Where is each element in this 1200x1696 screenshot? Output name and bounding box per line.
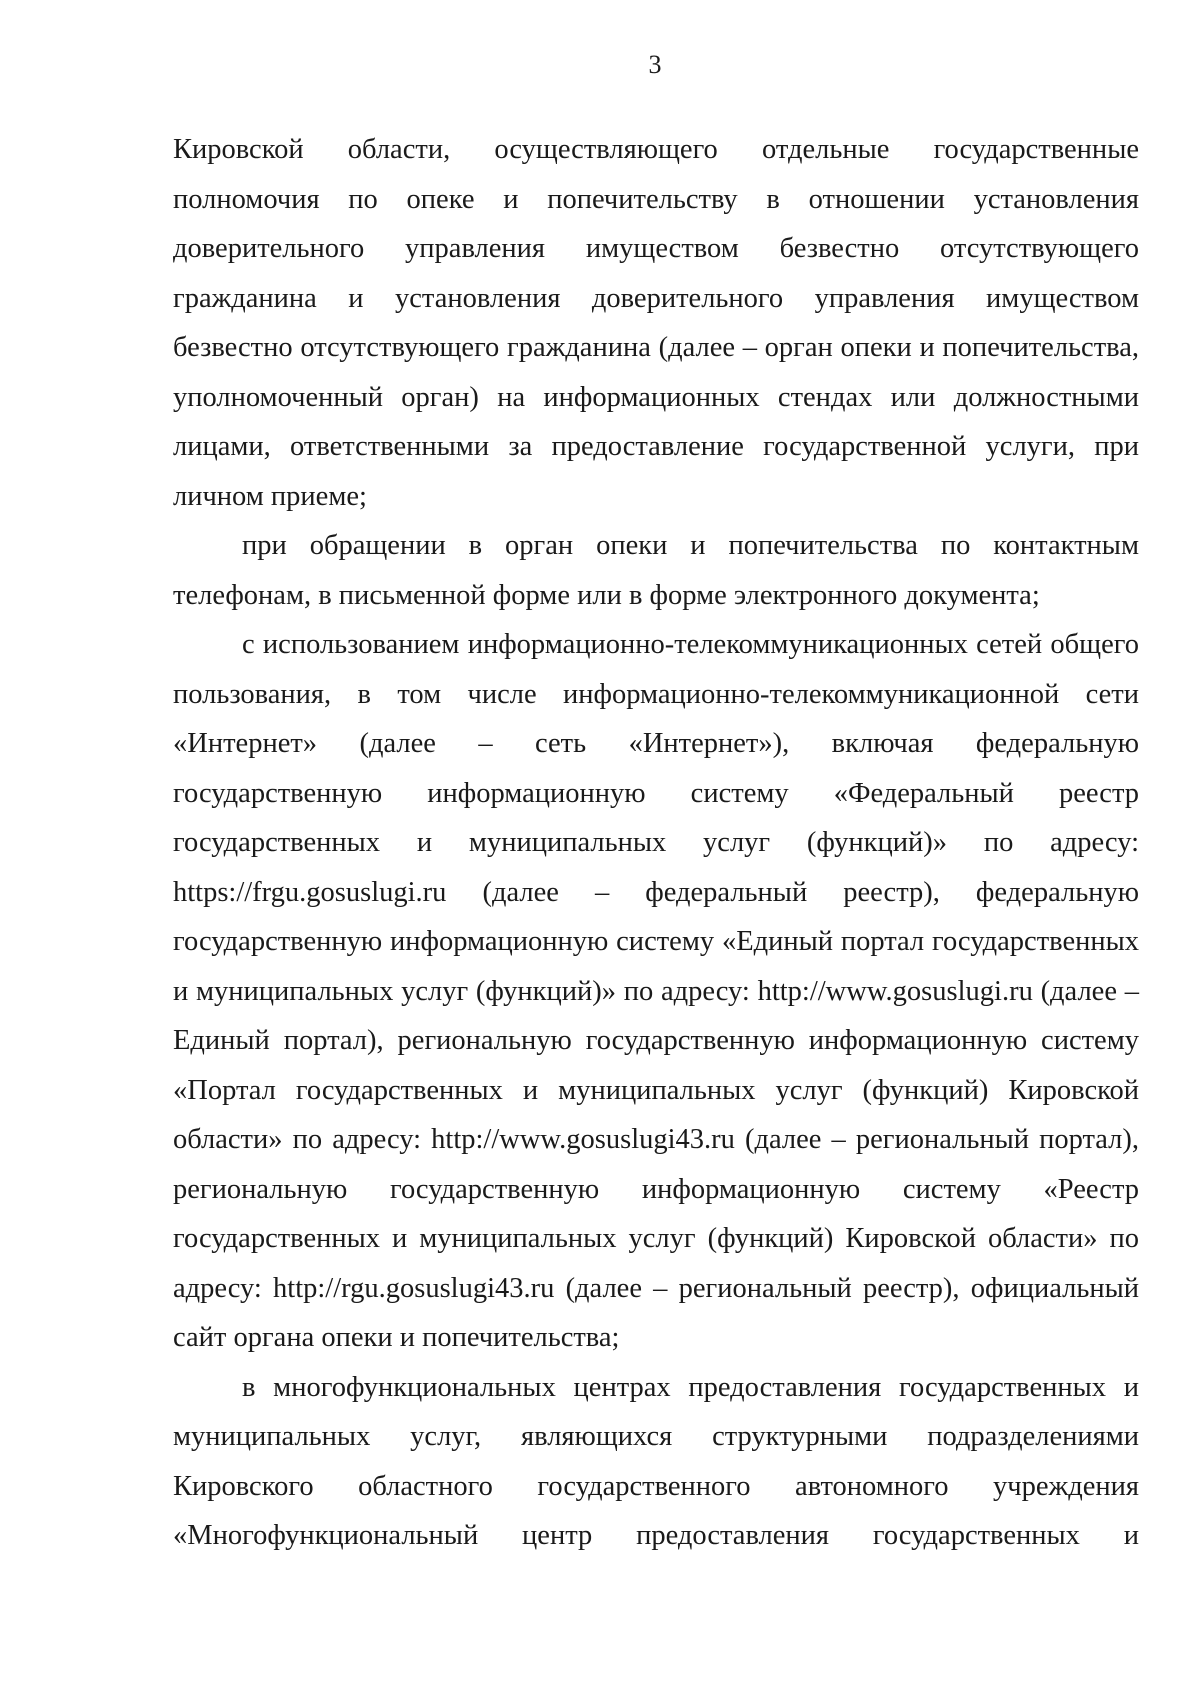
text-line: региональную государственную информационную систему «Реестр [173, 1173, 1139, 1205]
text-line: Единый портал), региональную государственную информационную систему [173, 1025, 1139, 1056]
text-line: государственную информационную систему «Единый портал государственных [173, 926, 1139, 957]
text-line: лицами, ответственными за предоставление государственной услуги, при [173, 431, 1139, 462]
text-line: безвестно отсутствующего гражданина (далее – орган опеки и попечительства, [173, 332, 1139, 363]
text-line: Кировской области, осуществляющего отдельные государственные [173, 134, 1139, 165]
text-line: при обращении в орган опеки и попечительства по контактным [242, 530, 1139, 561]
text-line: телефонам, в письменной форме или в форме электронного документа; [173, 579, 1040, 611]
text-line: адресу: http://rgu.gosuslugi43.ru (далее – региональный реестр), официальный [173, 1272, 1139, 1304]
text-line: и муниципальных услуг (функций)» по адресу: http://www.gosuslugi.ru (далее – [173, 975, 1139, 1007]
text-line: https://frgu.gosuslugi.ru (далее – федеральный реестр), федеральную [173, 876, 1139, 908]
text-line: области» по адресу: http://www.gosuslugi43.ru (далее – региональный портал), [173, 1124, 1139, 1155]
text-line: государственных и муниципальных услуг (функций) Кировской области» по [173, 1223, 1139, 1254]
page-number: 3 [648, 50, 662, 79]
text-line: Кировского областного государственного автономного учреждения [173, 1470, 1139, 1502]
text-line: полномочия по опеке и попечительству в отношении установления [173, 183, 1139, 215]
text-line: государственную информационную систему «Федеральный реестр [173, 777, 1139, 809]
text-line: муниципальных услуг, являющихся структурными подразделениями [173, 1421, 1139, 1452]
text-line: личном приеме; [173, 480, 367, 512]
text-line: с использованием информационно-телекоммуникационных сетей общего [242, 629, 1139, 660]
text-line: «Многофункциональный центр предоставления государственных и [173, 1520, 1139, 1551]
text-line: «Портал государственных и муниципальных услуг (функций) Кировской [173, 1074, 1139, 1106]
text-line: пользования, в том числе информационно-телекоммуникационной сети [173, 678, 1139, 710]
text-line: «Интернет» (далее – сеть «Интернет»), включая федеральную [173, 728, 1139, 759]
text-line: государственных и муниципальных услуг (функций)» по адресу: [173, 827, 1139, 858]
text-line: гражданина и установления доверительного управления имуществом [173, 282, 1139, 314]
text-line: доверительного управления имуществом безвестно отсутствующего [173, 233, 1139, 264]
text-line: в многофункциональных центрах предоставления государственных и [242, 1371, 1139, 1403]
text-line: уполномоченный орган) на информационных стендах или должностными [173, 381, 1139, 413]
document-body [173, 125, 1139, 1561]
text-line: сайт органа опеки и попечительства; [173, 1322, 620, 1353]
